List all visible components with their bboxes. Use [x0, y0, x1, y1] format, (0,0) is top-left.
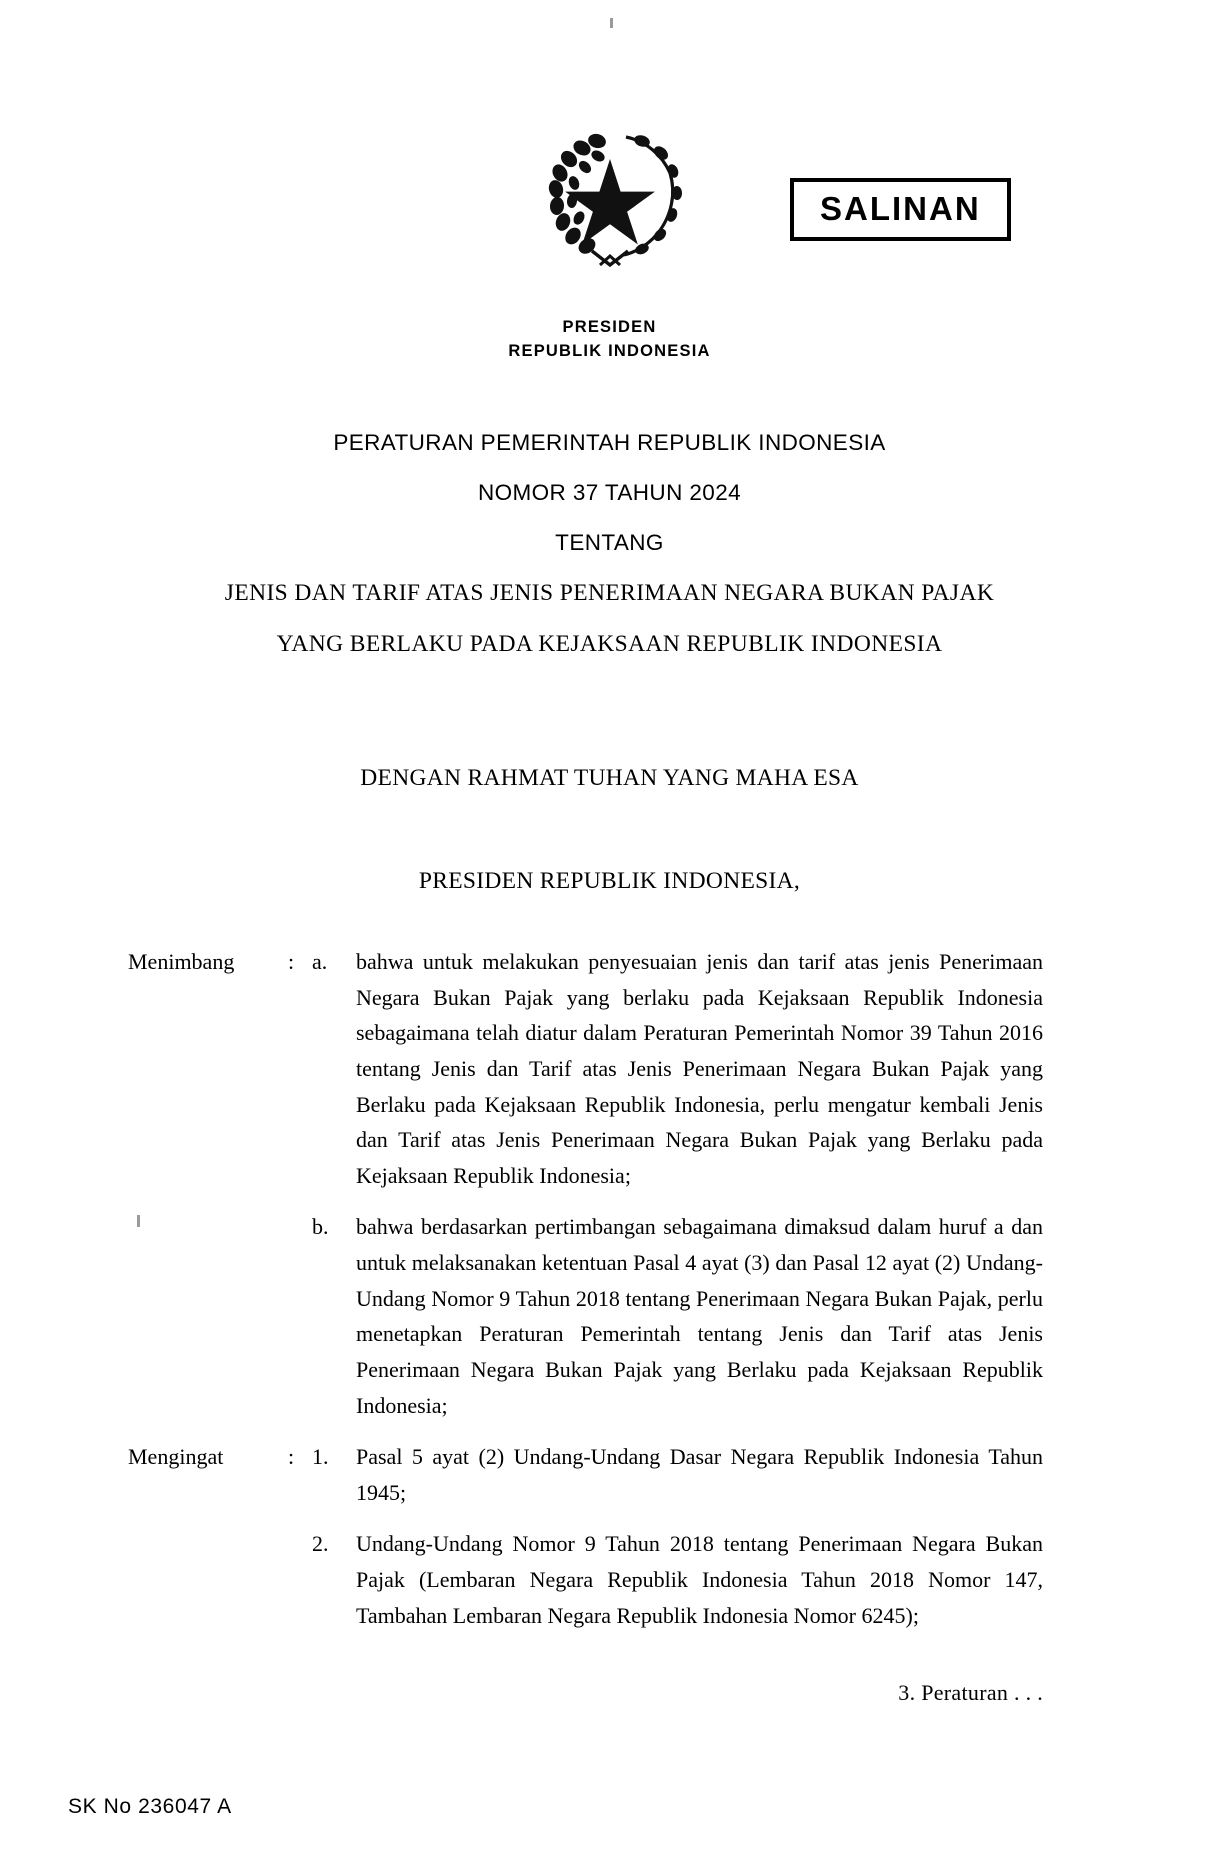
- signatory-text: PRESIDEN REPUBLIK INDONESIA,: [418, 868, 801, 894]
- clause-text: bahwa berdasarkan pertimbangan sebagaimana dimaksud dalam huruf a dan untuk melaksanakan ketentuan Pasal 4 ayat (3) dan Pasal 12 ayat (2) Undang-Undang Nomor 9 Tahun 2018 tentang Penerimaan Negara Bukan Pajak, perlu menetapkan Peraturan Pemerintah tentang Jenis dan Tarif atas Jenis Penerimaan Negara Bukan Pajak yang Berlaku pada Kejaksaan Republik Indonesia;: [356, 1214, 1043, 1418]
- clause-colon: :: [288, 1444, 295, 1470]
- clause-keyword: Menimbang: [128, 949, 235, 974]
- document-title-block: [0, 430, 1219, 682]
- invocation-text: DENGAN RAHMAT TUHAN YANG MAHA ESA: [360, 765, 859, 791]
- clause-marker: 1.: [312, 1444, 329, 1470]
- continuation-note: 3. Peraturan . . .: [898, 1680, 1043, 1705]
- clause-marker: b.: [312, 1214, 329, 1240]
- clause-keyword: Mengingat: [128, 1444, 224, 1470]
- clause-text: Undang-Undang Nomor 9 Tahun 2018 tentang Penerimaan Negara Bukan Pajak (Lembaran Negara Republik Indonesia Tahun 2018 Nomor 147, Tambahan Lembaran Negara Republik Indonesia Nomor 6245);: [356, 1531, 1043, 1628]
- president-label: [0, 316, 1219, 364]
- salinan-stamp: SALINAN: [790, 178, 1011, 241]
- scan-artifact: [610, 18, 613, 28]
- clause-list: [128, 944, 1043, 1649]
- clause-item: [128, 944, 1043, 1193]
- title-line-5: YANG BERLAKU PADA KEJAKSAAN REPUBLIK INDONESIA: [276, 631, 943, 657]
- clause-text: bahwa untuk melakukan penyesuaian jenis dan tarif atas jenis Penerimaan Negara Bukan Pajak yang berlaku pada Kejaksaan Republik Indonesia sebagaimana telah diatur dalam Peraturan Pemerintah Nomor 39 Tahun 2016 tentang Jenis dan Tarif atas Jenis Penerimaan Negara Bukan Pajak yang Berlaku pada Kejaksaan Republik Indonesia, perlu mengatur kembali Jenis dan Tarif atas Jenis Penerimaan Negara Bukan Pajak yang Berlaku pada Kejaksaan Republik Indonesia;: [356, 949, 1043, 1188]
- clause-item: [128, 1439, 1043, 1510]
- title-line-4: JENIS DAN TARIF ATAS JENIS PENERIMAAN NEGARA BUKAN PAJAK: [224, 580, 995, 606]
- clause-item: [128, 1526, 1043, 1633]
- scan-artifact: [137, 1215, 140, 1227]
- footer-document-code: SK No 236047 A: [68, 1795, 232, 1818]
- clause-item: [128, 1209, 1043, 1423]
- title-line-3: TENTANG: [555, 530, 664, 555]
- document-header: [0, 115, 1219, 280]
- president-label-line1: PRESIDEN: [562, 318, 657, 336]
- clause-marker: a.: [312, 949, 328, 974]
- clause-marker: 2.: [312, 1531, 329, 1557]
- president-label-line2: REPUBLIK INDONESIA: [508, 341, 711, 360]
- title-line-1: PERATURAN PEMERINTAH REPUBLIK INDONESIA: [333, 430, 886, 455]
- title-line-2: NOMOR 37 TAHUN 2024: [477, 480, 742, 505]
- clause-text: Pasal 5 ayat (2) Undang-Undang Dasar Negara Republik Indonesia Tahun 1945;: [356, 1444, 1043, 1505]
- clause-colon: :: [288, 949, 295, 974]
- garuda-star-emblem-icon: [530, 115, 690, 275]
